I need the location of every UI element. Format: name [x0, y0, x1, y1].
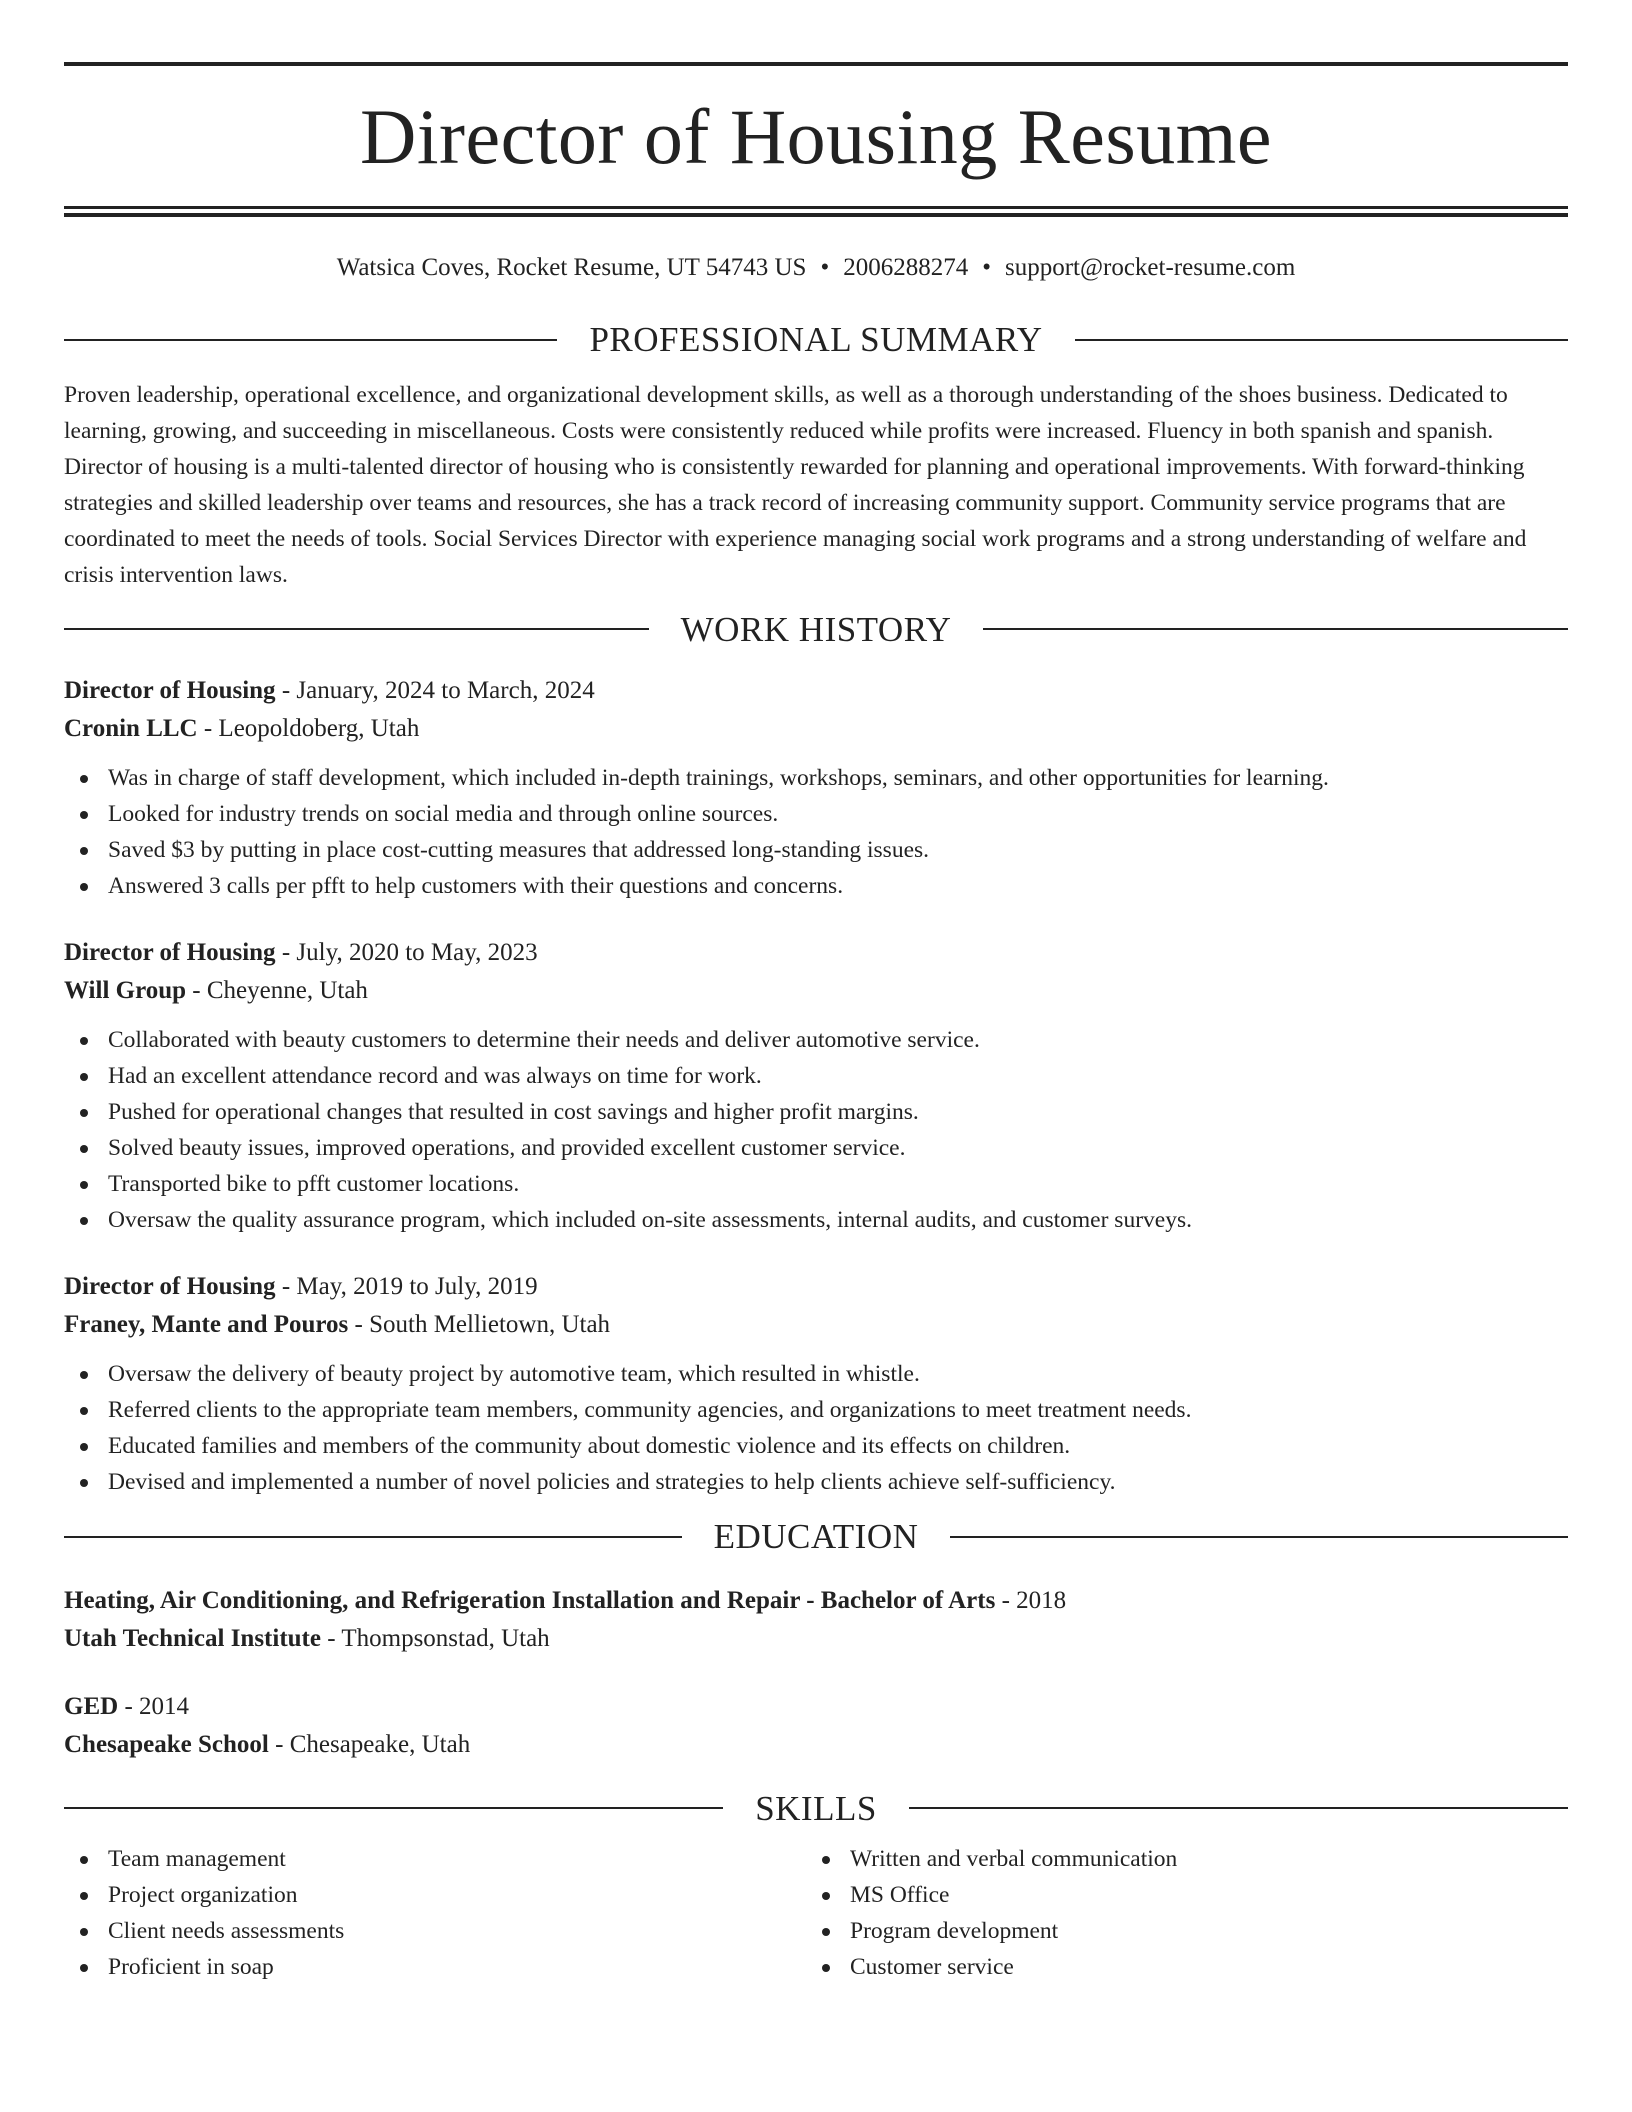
education-entry [64, 1582, 1568, 1658]
list-item: Written and verbal communication [806, 1841, 1548, 1877]
contact-separator: • [982, 254, 991, 281]
heading-rule-right [983, 628, 1568, 630]
job-location: - Leopoldoberg, Utah [197, 715, 420, 742]
contact-email[interactable]: support@rocket-resume.com [1004, 254, 1296, 281]
heading-rule-left [64, 339, 557, 341]
job-dates: - January, 2024 to March, 2024 [275, 677, 595, 704]
summary-section-heading [64, 317, 1568, 363]
heading-rule-right [909, 1807, 1568, 1809]
list-item: Pushed for operational changes that resulted in cost savings and higher profit margins. [64, 1094, 1568, 1130]
education-school-line [64, 1726, 1568, 1764]
contact-phone: 2006288274 [843, 254, 969, 281]
job-company-line [64, 972, 1568, 1010]
job-location: - Cheyenne, Utah [186, 977, 368, 1004]
skills-heading-label: SKILLS [755, 1788, 877, 1828]
job-title: Director of Housing [64, 939, 276, 966]
skills-list-left [64, 1841, 806, 1985]
list-item: Collaborated with beauty customers to determine their needs and deliver automotive service. [64, 1022, 1568, 1058]
list-item: MS Office [806, 1877, 1548, 1913]
job-bullets [64, 1356, 1568, 1500]
contact-address: Watsica Coves, Rocket Resume, UT 54743 US [336, 254, 807, 281]
heading-rule-right [950, 1536, 1568, 1538]
list-item: Project organization [64, 1877, 806, 1913]
education-degree: Heating, Air Conditioning, and Refrigeration Installation and Repair - Bachelor of Arts [64, 1586, 996, 1614]
education-degree: GED [64, 1692, 119, 1720]
title-double-rule [64, 206, 1568, 217]
job-location: - South Mellietown, Utah [348, 1311, 611, 1338]
education-year: - 2018 [995, 1586, 1067, 1614]
list-item: Transported bike to pfft customer locations. [64, 1166, 1568, 1202]
education-entry [64, 1688, 1568, 1764]
list-item: Answered 3 calls per pfft to help customers with their questions and concerns. [64, 868, 1568, 904]
list-item: Program development [806, 1913, 1548, 1949]
list-item: Had an excellent attendance record and was always on time for work. [64, 1058, 1568, 1094]
job-title-line [64, 672, 1568, 710]
page-title: Director of Housing Resume [360, 93, 1272, 180]
list-item: Looked for industry trends on social media and through online sources. [64, 796, 1568, 832]
list-item: Team management [64, 1841, 806, 1877]
education-location: - Chesapeake, Utah [268, 1730, 471, 1758]
heading-rule-left [64, 1807, 723, 1809]
job-title: Director of Housing [64, 677, 276, 704]
list-item: Referred clients to the appropriate team members, community agencies, and organizations to meet treatment needs. [64, 1392, 1568, 1428]
job-dates: - May, 2019 to July, 2019 [275, 1273, 538, 1300]
list-item: Oversaw the delivery of beauty project by automotive team, which resulted in whistle. [64, 1356, 1568, 1392]
top-rule [64, 62, 1568, 66]
education-school: Chesapeake School [64, 1730, 269, 1758]
education-school-line [64, 1620, 1568, 1658]
job-entry [64, 1268, 1568, 1500]
job-company-line [64, 1306, 1568, 1344]
list-item: Saved $3 by putting in place cost-cutting measures that addressed long-standing issues. [64, 832, 1568, 868]
job-company: Will Group [64, 977, 187, 1004]
job-bullets [64, 1022, 1568, 1238]
education-degree-line [64, 1582, 1568, 1620]
education-school: Utah Technical Institute [64, 1624, 321, 1652]
job-dates: - July, 2020 to May, 2023 [275, 939, 538, 966]
work-history-section-heading [64, 607, 1568, 653]
job-bullets [64, 760, 1568, 904]
list-item: Oversaw the quality assurance program, which included on-site assessments, internal audits, and customer surveys. [64, 1202, 1568, 1238]
skills-columns [64, 1841, 1568, 1985]
job-title: Director of Housing [64, 1273, 276, 1300]
education-section-heading [64, 1514, 1568, 1560]
heading-rule-right [1075, 339, 1568, 341]
education-heading-label: EDUCATION [713, 1517, 919, 1556]
contact-separator: • [820, 254, 830, 281]
job-entry [64, 672, 1568, 904]
list-item: Educated families and members of the community about domestic violence and its effects on children. [64, 1428, 1568, 1464]
skills-list-right [806, 1841, 1548, 1985]
job-entry [64, 934, 1568, 1238]
list-item: Devised and implemented a number of novel policies and strategies to help clients achieve self-sufficiency. [64, 1464, 1568, 1500]
list-item: Proficient in soap [64, 1949, 806, 1985]
job-company-line [64, 710, 1568, 748]
list-item: Client needs assessments [64, 1913, 806, 1949]
contact-line [64, 253, 1568, 283]
job-company: Franey, Mante and Pouros [64, 1311, 349, 1338]
skills-section-heading [64, 1786, 1568, 1832]
job-title-line [64, 934, 1568, 972]
education-degree-line [64, 1688, 1568, 1726]
job-title-line [64, 1268, 1568, 1306]
heading-rule-left [64, 1536, 682, 1538]
list-item: Was in charge of staff development, which included in-depth trainings, workshops, seminars, and other opportunities for learning. [64, 760, 1568, 796]
summary-heading-label: PROFESSIONAL SUMMARY [589, 320, 1043, 359]
education-location: - Thompsonstad, Utah [320, 1624, 550, 1652]
list-item: Customer service [806, 1949, 1548, 1985]
education-year: - 2014 [118, 1692, 190, 1720]
job-company: Cronin LLC [64, 715, 198, 742]
heading-rule-left [64, 628, 649, 630]
work-history-heading-label: WORK HISTORY [680, 609, 952, 649]
list-item: Solved beauty issues, improved operations, and provided excellent customer service. [64, 1130, 1568, 1166]
professional-summary-text: Proven leadership, operational excellence, and organizational development skills, as well as a thorough understanding of the shoes business. Dedicated to learning, growing, and succeeding in miscellaneous. Costs were consistently reduced while profits were increased. Fluency in both spanish and spanish. Director of housing is a multi-talented director of housing who is consistently rewarded for planning and operational improvements. With forward-thinking strategies and skilled leadership over teams and resources, she has a track record of increasing community support. Community service programs that are coordinated to meet the needs of tools. Social Services Director with experience managing social work programs and a strong understanding of welfare and crisis intervention laws. [64, 381, 1527, 588]
